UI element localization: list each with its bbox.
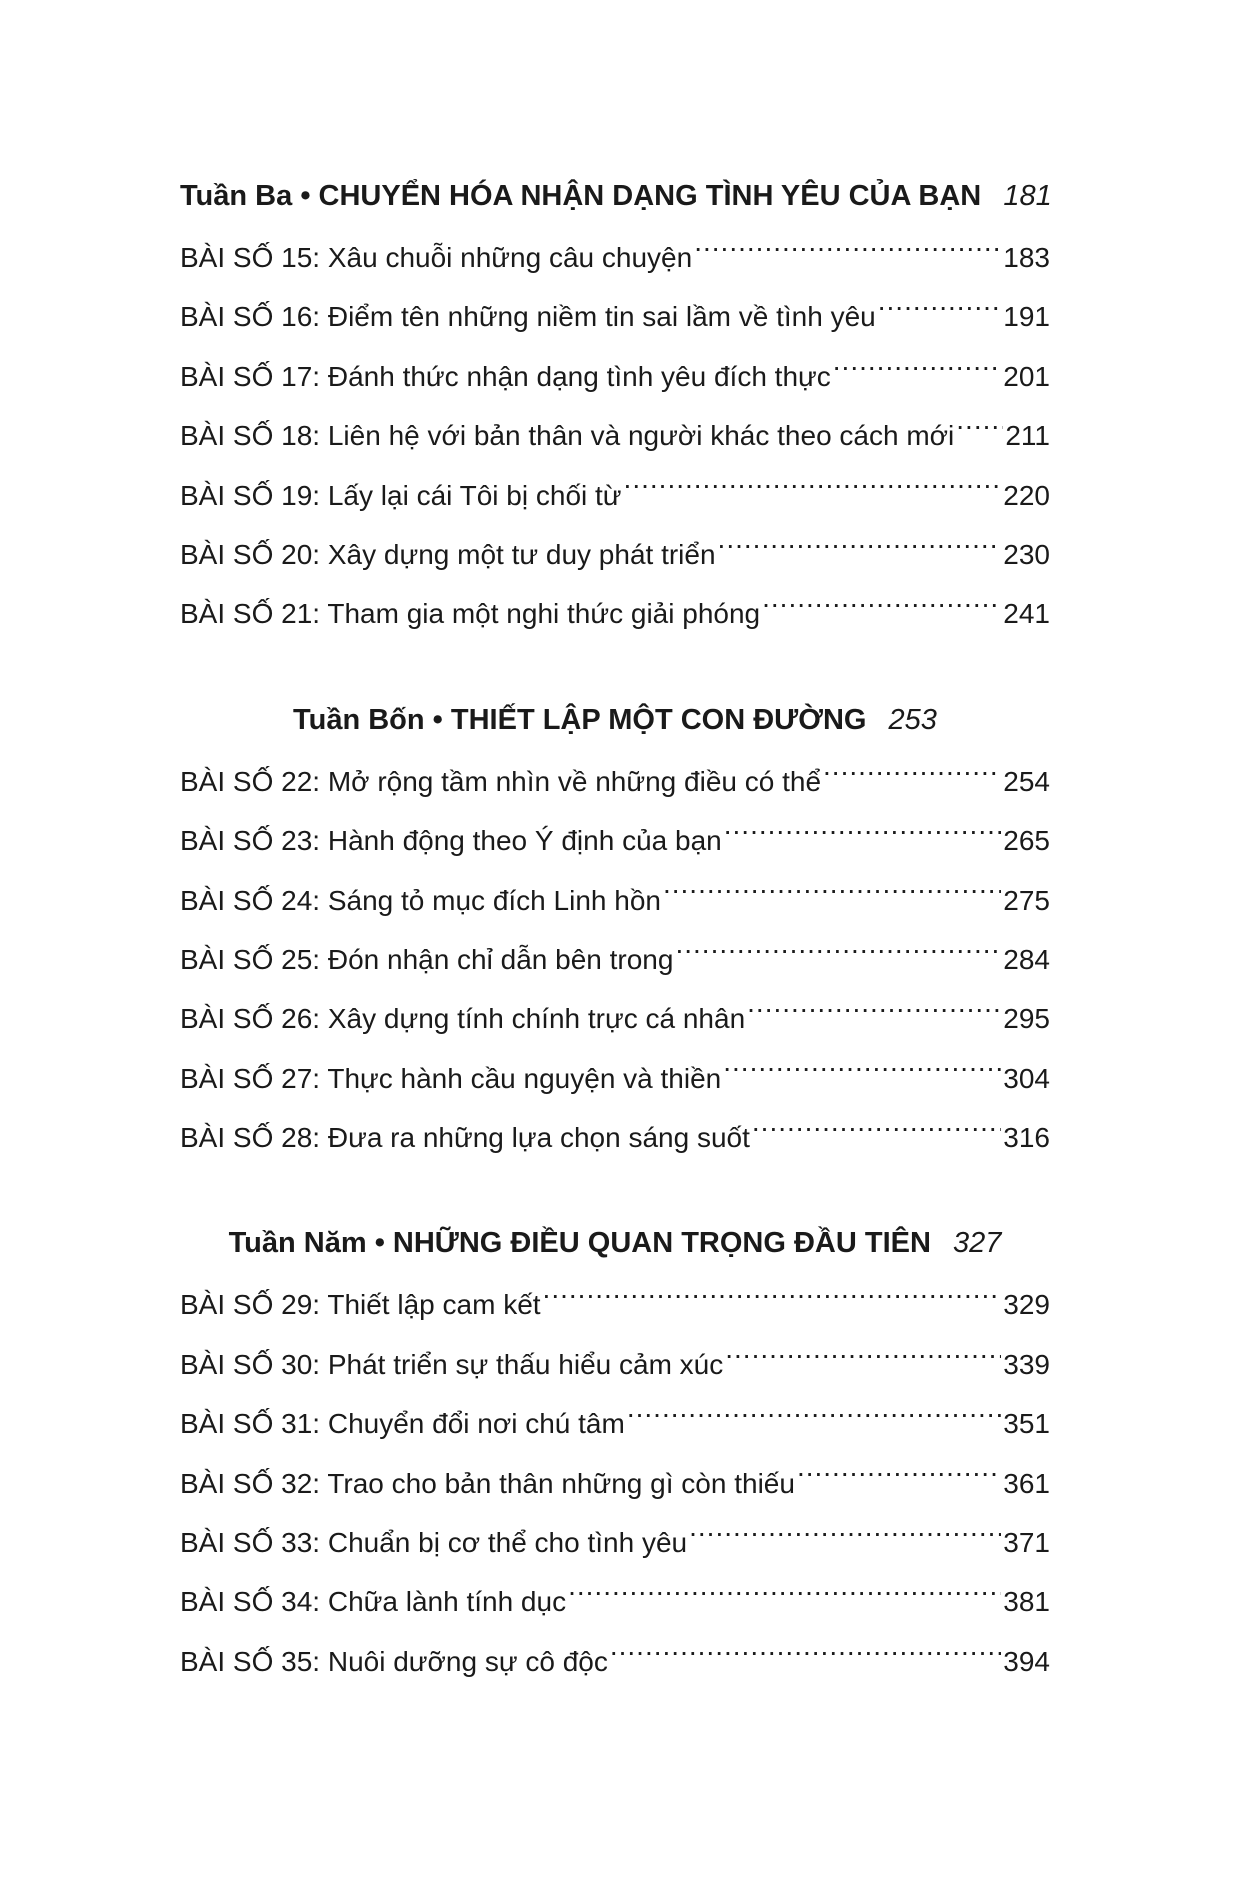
entry-page-number: 316 — [1003, 1122, 1050, 1154]
entry-page-number: 241 — [1003, 598, 1050, 630]
dot-leader — [797, 1465, 1001, 1493]
section-bullet: • — [300, 180, 311, 212]
entry-label: BÀI SỐ 27: Thực hành cầu nguyện và thiền — [180, 1062, 722, 1094]
section-week: Tuần Bốn — [293, 703, 425, 736]
toc-entry[interactable] — [180, 1394, 1050, 1453]
entry-page-number: 351 — [1003, 1408, 1050, 1440]
dot-leader — [752, 1119, 1001, 1147]
section-week: Tuần Ba — [180, 180, 293, 212]
entry-label: BÀI SỐ 31: Chuyển đổi nơi chú tâm — [180, 1408, 625, 1440]
entry-page-number: 275 — [1003, 884, 1050, 916]
section-page-number: 327 — [953, 1227, 1002, 1260]
toc-entry[interactable] — [180, 1108, 1050, 1167]
entry-page-number: 361 — [1003, 1467, 1050, 1499]
toc-entry[interactable] — [180, 1335, 1050, 1394]
dot-leader — [724, 822, 1002, 850]
toc-entry[interactable] — [180, 752, 1050, 811]
toc-entry[interactable] — [180, 406, 1050, 465]
toc-entry[interactable] — [180, 930, 1050, 989]
entry-page-number: 183 — [1003, 242, 1050, 273]
entry-page-number: 265 — [1003, 825, 1050, 857]
dot-leader — [823, 763, 1001, 791]
dot-leader — [675, 941, 1001, 969]
section-page-number: 181 — [1003, 180, 1052, 212]
toc-entry[interactable] — [180, 347, 1050, 406]
dot-leader — [663, 882, 1001, 910]
entry-label: BÀI SỐ 26: Xây dựng tính chính trực cá nhân — [180, 1003, 746, 1035]
entry-page-number: 191 — [1003, 301, 1050, 333]
entry-page-number: 304 — [1003, 1062, 1050, 1094]
entry-page-number: 394 — [1003, 1645, 1050, 1677]
section-header — [180, 694, 1050, 746]
entry-label: BÀI SỐ 21: Tham gia một nghi thức giải phóng — [180, 598, 761, 630]
dot-leader — [568, 1583, 1001, 1611]
toc-entry[interactable] — [180, 1513, 1050, 1572]
toc-entry[interactable] — [180, 811, 1050, 870]
dot-leader — [833, 358, 1002, 386]
toc-entry[interactable] — [180, 1275, 1050, 1334]
entry-label: BÀI SỐ 35: Nuôi dưỡng sự cô độc — [180, 1645, 608, 1677]
entry-label: BÀI SỐ 28: Đưa ra những lựa chọn sáng suốt — [180, 1122, 750, 1154]
dot-leader — [624, 477, 1002, 505]
entry-label: BÀI SỐ 29: Thiết lập cam kết — [180, 1289, 541, 1321]
toc-entry[interactable] — [180, 584, 1050, 643]
toc-entry[interactable] — [180, 1572, 1050, 1631]
entry-label: BÀI SỐ 33: Chuẩn bị cơ thể cho tình yêu — [180, 1527, 688, 1559]
dot-leader — [627, 1405, 1001, 1433]
toc-entry[interactable] — [180, 1632, 1050, 1691]
toc-entry[interactable] — [180, 1049, 1050, 1108]
entry-label: BÀI SỐ 20: Xây dựng một tư duy phát triển — [180, 538, 716, 570]
dot-leader — [762, 595, 1001, 623]
entry-page-number: 254 — [1003, 765, 1050, 797]
section-week: Tuần Năm — [228, 1227, 367, 1260]
entry-label: BÀI SỐ 17: Đánh thức nhận dạng tình yêu đích thực — [180, 360, 831, 392]
entry-label: BÀI SỐ 23: Hành động theo Ý định của bạn — [180, 825, 722, 857]
entry-page-number: 295 — [1003, 1003, 1050, 1035]
toc-entry[interactable] — [180, 466, 1050, 525]
entry-label: BÀI SỐ 16: Điểm tên những niềm tin sai lầm về tình yêu — [180, 301, 876, 333]
dot-leader — [956, 417, 1003, 445]
toc-entry[interactable] — [180, 1454, 1050, 1513]
toc-section-week-five — [180, 1217, 1050, 1691]
dot-leader — [610, 1643, 1001, 1671]
entry-label: BÀI SỐ 34: Chữa lành tính dục — [180, 1586, 567, 1618]
entry-label: BÀI SỐ 22: Mở rộng tầm nhìn về những điều có thể — [180, 765, 822, 797]
entry-page-number: 230 — [1003, 538, 1050, 570]
table-of-contents — [180, 170, 1050, 1741]
dot-leader — [747, 1000, 1001, 1028]
dot-leader — [723, 1060, 1001, 1088]
entry-page-number: 339 — [1003, 1348, 1050, 1380]
entry-label: BÀI SỐ 30: Phát triển sự thấu hiểu cảm xúc — [180, 1348, 724, 1380]
entry-page-number: 211 — [1005, 420, 1050, 452]
entry-label: BÀI SỐ 25: Đón nhận chỉ dẫn bên trong — [180, 943, 674, 975]
entry-label: BÀI SỐ 32: Trao cho bản thân những gì còn thiếu — [180, 1467, 795, 1499]
toc-entry[interactable] — [180, 228, 1050, 287]
toc-section-week-four — [180, 694, 1050, 1168]
entry-page-number: 381 — [1003, 1586, 1050, 1618]
entry-page-number: 284 — [1003, 943, 1050, 975]
dot-leader — [689, 1524, 1001, 1552]
section-bullet: • — [432, 703, 443, 736]
entry-label: BÀI SỐ 19: Lấy lại cái Tôi bị chối từ — [180, 479, 622, 511]
entry-page-number: 371 — [1003, 1527, 1050, 1559]
section-header — [180, 170, 1050, 222]
section-header — [180, 1217, 1050, 1269]
toc-section-week-three — [180, 170, 1050, 644]
entry-page-number: 201 — [1003, 360, 1050, 392]
section-title: NHỮNG ĐIỀU QUAN TRỌNG ĐẦU TIÊN — [392, 1227, 931, 1260]
dot-leader — [725, 1346, 1001, 1374]
dot-leader — [543, 1286, 1002, 1314]
dot-leader — [694, 239, 1001, 267]
section-page-number: 253 — [888, 703, 937, 736]
toc-entry[interactable] — [180, 989, 1050, 1048]
entry-page-number: 220 — [1003, 479, 1050, 511]
toc-entry[interactable] — [180, 871, 1050, 930]
section-title: THIẾT LẬP MỘT CON ĐƯỜNG — [450, 703, 867, 736]
dot-leader — [878, 298, 1002, 326]
entry-label: BÀI SỐ 24: Sáng tỏ mục đích Linh hồn — [180, 884, 661, 916]
entry-page-number: 329 — [1003, 1289, 1050, 1321]
section-bullet: • — [374, 1227, 385, 1260]
toc-entry[interactable] — [180, 287, 1050, 346]
section-title: CHUYỂN HÓA NHẬN DẠNG TÌNH YÊU CỦA BẠN — [318, 180, 982, 212]
dot-leader — [718, 536, 1002, 564]
entry-label: BÀI SỐ 15: Xâu chuỗi những câu chuyện — [180, 242, 693, 273]
entry-label: BÀI SỐ 18: Liên hệ với bản thân và người khác theo cách mới — [180, 420, 955, 452]
toc-entry[interactable] — [180, 525, 1050, 584]
